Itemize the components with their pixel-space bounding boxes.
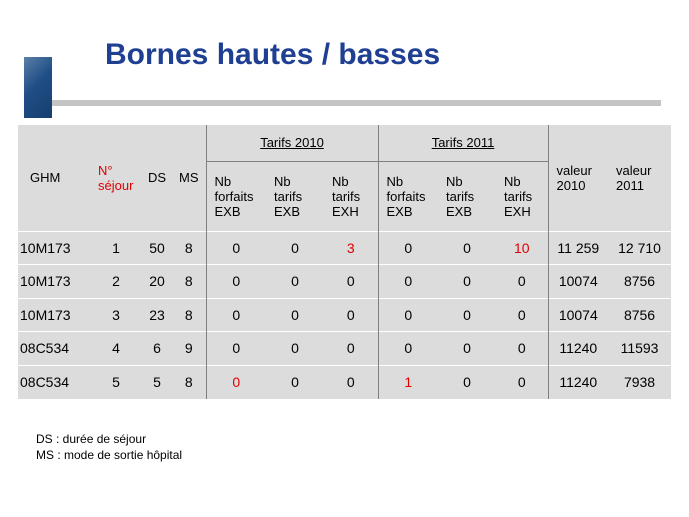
cell-2010-tarifs-exb: 0 xyxy=(266,332,324,366)
header-2011-nb-tarifs-exh: Nb tarifs EXH xyxy=(504,173,533,219)
cell-ds: 20 xyxy=(142,265,172,299)
cell-ms: 8 xyxy=(172,231,206,265)
cell-sejour: 3 xyxy=(90,298,142,332)
cell-2011-tarifs-exb: 0 xyxy=(438,365,496,399)
cell-ds: 23 xyxy=(142,298,172,332)
footnotes xyxy=(36,431,182,463)
cell-2011-tarifs-exh: 0 xyxy=(496,365,548,399)
cell-ms: 8 xyxy=(172,265,206,299)
header-2010-nb-forfaits-exb: Nb forfaits EXB xyxy=(206,161,266,231)
cell-sejour: 1 xyxy=(90,231,142,265)
table-row xyxy=(18,332,671,366)
table-row xyxy=(18,365,671,399)
table-row xyxy=(18,298,671,332)
header-sejour-no: N° xyxy=(98,162,113,178)
cell-2011-tarifs-exb: 0 xyxy=(438,298,496,332)
header-ds: DS xyxy=(147,170,167,186)
cell-ds: 50 xyxy=(142,231,172,265)
cell-ms: 8 xyxy=(172,298,206,332)
cell-valeur-2010: 10074 xyxy=(548,298,608,332)
cell-2011-forfaits-exb: 0 xyxy=(378,231,438,265)
title-accent-square xyxy=(24,57,52,118)
cell-sejour: 2 xyxy=(90,265,142,299)
header-valeur-2010: valeur 2010 xyxy=(548,125,608,231)
cell-2010-tarifs-exh: 3 xyxy=(324,231,378,265)
cell-2010-forfaits-exb: 0 xyxy=(206,298,266,332)
cell-sejour: 4 xyxy=(90,332,142,366)
cell-2010-forfaits-exb: 0 xyxy=(206,265,266,299)
cell-2011-forfaits-exb: 0 xyxy=(378,265,438,299)
header-2010-nb-tarifs-exh: Nb tarifs EXH xyxy=(332,173,361,219)
cell-2010-tarifs-exb: 0 xyxy=(266,365,324,399)
cell-valeur-2011: 8756 xyxy=(608,298,671,332)
cell-2010-tarifs-exh: 0 xyxy=(324,365,378,399)
header-sejour-word: séjour xyxy=(98,177,134,193)
cell-2010-tarifs-exb: 0 xyxy=(266,298,324,332)
cell-2010-tarifs-exb: 0 xyxy=(266,265,324,299)
cell-2010-tarifs-exh: 0 xyxy=(324,298,378,332)
cell-2010-tarifs-exh: 0 xyxy=(324,265,378,299)
tarifs-table xyxy=(18,125,671,399)
cell-valeur-2011: 7938 xyxy=(608,365,671,399)
cell-ghm: 10M173 xyxy=(18,231,90,265)
footnote-ds: DS : durée de séjour xyxy=(36,432,147,446)
footnote-ms: MS : mode de sortie hôpital xyxy=(36,448,183,462)
cell-2011-tarifs-exh: 0 xyxy=(496,332,548,366)
cell-2010-forfaits-exb: 0 xyxy=(206,231,266,265)
cell-2011-forfaits-exb: 0 xyxy=(378,332,438,366)
cell-2010-forfaits-exb: 0 xyxy=(206,365,266,399)
cell-2011-tarifs-exh: 0 xyxy=(496,298,548,332)
header-tarifs-2011: Tarifs 2011 xyxy=(378,125,548,161)
header-ghm: GHM xyxy=(30,170,61,186)
table-row xyxy=(18,231,671,265)
cell-ms: 9 xyxy=(172,332,206,366)
header-tarifs-2010: Tarifs 2010 xyxy=(206,125,378,161)
table-row xyxy=(18,265,671,299)
cell-valeur-2010: 11240 xyxy=(548,365,608,399)
header-2011-nb-forfaits-exb: Nb forfaits EXB xyxy=(378,161,438,231)
title-underline-rule xyxy=(52,100,661,106)
cell-2011-tarifs-exb: 0 xyxy=(438,231,496,265)
header-2011-nb-tarifs-exb: Nb tarifs EXB xyxy=(446,173,475,219)
cell-2011-tarifs-exh: 0 xyxy=(496,265,548,299)
cell-valeur-2010: 10074 xyxy=(548,265,608,299)
cell-ghm: 08C534 xyxy=(18,332,90,366)
slide-title: Bornes hautes / basses xyxy=(105,38,441,71)
cell-ghm: 10M173 xyxy=(18,298,90,332)
cell-2011-forfaits-exb: 1 xyxy=(378,365,438,399)
cell-2011-forfaits-exb: 0 xyxy=(378,298,438,332)
cell-ms: 8 xyxy=(172,365,206,399)
cell-valeur-2011: 12 710 xyxy=(608,231,671,265)
cell-sejour: 5 xyxy=(90,365,142,399)
table-body xyxy=(18,231,671,399)
header-valeur-2011: valeur 2011 xyxy=(616,162,652,193)
cell-valeur-2010: 11 259 xyxy=(548,231,608,265)
cell-2010-tarifs-exb: 0 xyxy=(266,231,324,265)
cell-2010-forfaits-exb: 0 xyxy=(206,332,266,366)
header-2010-nb-tarifs-exb: Nb tarifs EXB xyxy=(274,173,303,219)
cell-valeur-2010: 11240 xyxy=(548,332,608,366)
cell-2011-tarifs-exh: 10 xyxy=(496,231,548,265)
header-sejour xyxy=(90,125,142,231)
cell-valeur-2011: 11593 xyxy=(608,332,671,366)
cell-ds: 5 xyxy=(142,365,172,399)
cell-2011-tarifs-exb: 0 xyxy=(438,332,496,366)
header-group-row xyxy=(18,125,671,161)
cell-ghm: 08C534 xyxy=(18,365,90,399)
header-ms: MS xyxy=(179,170,199,186)
cell-valeur-2011: 8756 xyxy=(608,265,671,299)
cell-ds: 6 xyxy=(142,332,172,366)
cell-2011-tarifs-exb: 0 xyxy=(438,265,496,299)
cell-ghm: 10M173 xyxy=(18,265,90,299)
cell-2010-tarifs-exh: 0 xyxy=(324,332,378,366)
